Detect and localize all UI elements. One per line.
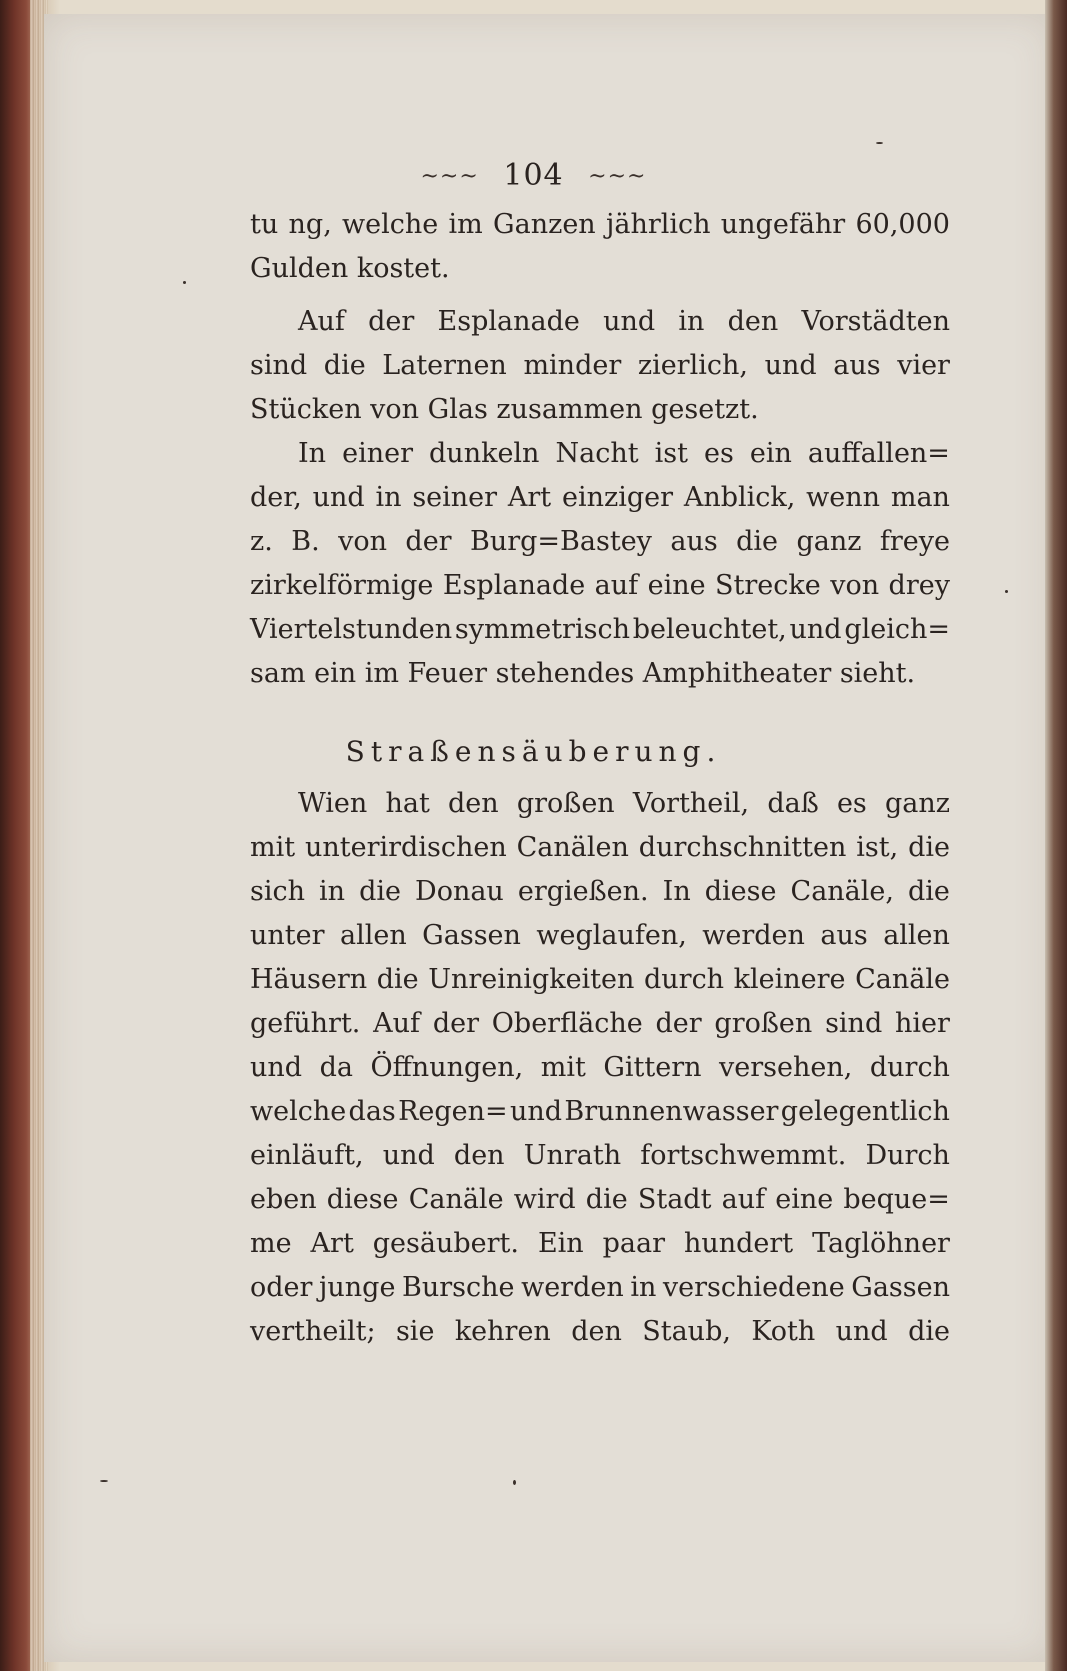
paper-speck: [100, 1480, 108, 1482]
header-ornament-right: ~~~: [588, 164, 647, 189]
paragraph-3: [250, 432, 950, 696]
text-line: tu ng, welche im Ganzen jährlich ungefähr 60,000: [250, 209, 950, 240]
paragraph-1: [250, 203, 950, 291]
book-binding-edge: [1045, 0, 1067, 1671]
section-heading: Straßensäuberung.: [345, 735, 722, 768]
text-line: Stücken von Glas zusammen gesetzt.: [250, 394, 759, 425]
text-line: sich in die Donau ergießen. In diese Canäle, die: [250, 876, 950, 907]
paper-speck: [513, 1480, 516, 1485]
text-line: der, und in seiner Art einziger Anblick, wenn man: [250, 482, 950, 513]
running-header: [0, 158, 1067, 193]
text-line: Viertelstunden symmetrisch beleuchtet, und gleich=: [250, 614, 950, 645]
paper-speck: [876, 142, 883, 144]
text-line: vertheilt; sie kehren den Staub, Koth und die: [250, 1316, 950, 1347]
paper-speck: [1005, 590, 1008, 593]
text-line: und da Öffnungen, mit Gittern versehen, durch: [250, 1052, 950, 1083]
text-line: zirkelförmige Esplanade auf eine Strecke von drey: [250, 570, 950, 601]
text-line: z. B. von der Burg=Bastey aus die ganz freye: [250, 526, 950, 557]
text-line: welche das Regen= und Brunnenwasser gelegentlich: [250, 1096, 950, 1127]
text-line: me Art gesäubert. Ein paar hundert Taglöhner: [250, 1228, 950, 1259]
text-line: unter allen Gassen weglaufen, werden aus allen: [250, 920, 950, 951]
text-line: Häusern die Unreinigkeiten durch kleinere Canäle: [250, 964, 950, 995]
text-line: mit unterirdischen Canälen durchschnitten ist, die: [250, 832, 950, 863]
paper-speck: [183, 281, 186, 284]
paragraph-4: [250, 782, 950, 1354]
text-line: Wien hat den großen Vortheil, daß es ganz: [298, 788, 950, 819]
text-line: eben diese Canäle wird die Stadt auf eine beque=: [250, 1184, 950, 1215]
text-line: sam ein im Feuer stehendes Amphitheater sieht.: [250, 658, 916, 689]
text-line: Auf der Esplanade und in den Vorstädten: [298, 306, 950, 337]
text-line: In einer dunkeln Nacht ist es ein auffallen=: [298, 438, 950, 469]
text-line: oder junge Bursche werden in verschiedene Gassen: [250, 1272, 950, 1303]
text-line: geführt. Auf der Oberfläche der großen sind hier: [250, 1008, 950, 1039]
text-line: einläuft, und den Unrath fortschwemmt. Durch: [250, 1140, 950, 1171]
text-line: sind die Laternen minder zierlich, und aus vier: [250, 350, 950, 381]
page-number: 104: [503, 158, 564, 193]
paragraph-2: [250, 300, 950, 432]
text-line: Gulden kostet.: [250, 253, 450, 284]
header-ornament-left: ~~~: [420, 164, 479, 189]
